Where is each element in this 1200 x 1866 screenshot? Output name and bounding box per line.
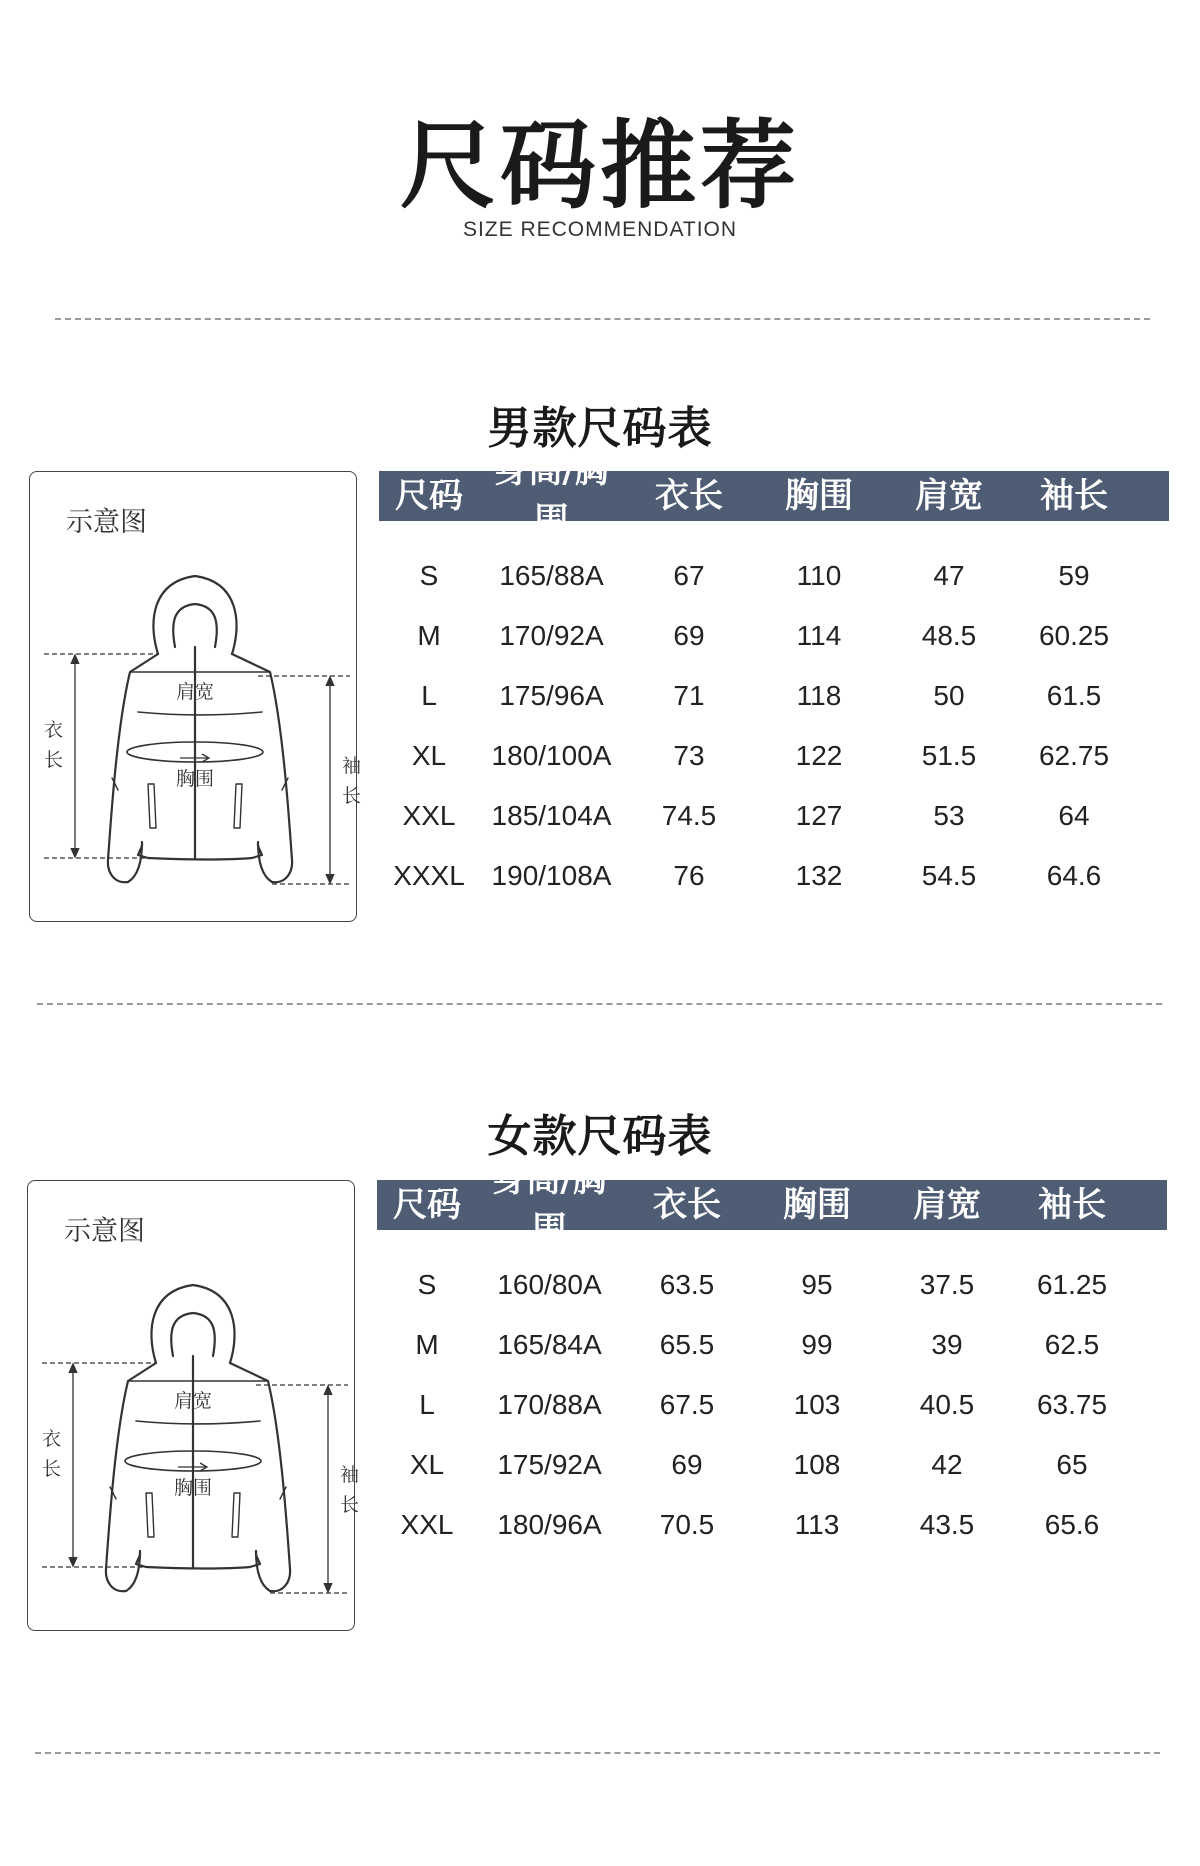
col-height-chest: 身高/胸围 [494,451,609,541]
col-sleeve: 袖长 [1040,476,1108,516]
cell-chest: 114 [796,620,842,651]
label-length-2: 长 [42,1458,62,1480]
pocket-left [148,784,156,828]
page-subtitle: SIZE RECOMMENDATION [462,218,738,241]
cell-size: XL [411,740,447,771]
cell-height-chest: 170/92A [499,620,604,651]
pocket-left [146,1493,154,1537]
col-shoulder: 肩宽 [913,1185,981,1225]
cell-shoulder: 37.5 [919,1269,975,1300]
cell-length: 63.5 [659,1269,715,1300]
yoke-seam [138,712,262,715]
cell-sleeve: 61.25 [1036,1269,1108,1300]
table-row [377,1495,1167,1555]
cell-sleeve: 65 [1056,1449,1088,1480]
table-header [379,451,1169,541]
table-body [377,1230,1167,1555]
col-chest: 胸围 [783,1185,851,1225]
table-row [379,546,1169,606]
table-row [377,1435,1167,1495]
cell-shoulder: 43.5 [919,1509,975,1540]
divider-middle [37,1003,1162,1005]
cell-size: M [415,1329,439,1360]
mens-diagram-box [29,471,362,922]
col-height-chest: 身高/胸围 [492,1160,607,1250]
cell-chest: 108 [793,1449,841,1480]
label-length-1: 衣 [42,1428,62,1450]
cell-chest: 99 [801,1329,833,1360]
cell-height-chest: 190/108A [491,860,612,891]
cell-chest: 113 [794,1509,840,1540]
mens-section-title: 男款尺码表 [487,403,713,454]
cell-height-chest: 170/88A [497,1389,602,1420]
cell-height-chest: 185/104A [491,800,612,831]
cell-sleeve: 64.6 [1046,860,1102,891]
cell-shoulder: 50 [933,680,965,711]
table-row [379,666,1169,726]
cell-length: 74.5 [661,800,717,831]
col-sleeve: 袖长 [1038,1185,1106,1225]
cell-chest: 122 [795,740,843,771]
cell-sleeve: 59 [1058,560,1090,591]
cell-shoulder: 40.5 [919,1389,975,1420]
table-row [377,1255,1167,1315]
cell-height-chest: 180/96A [497,1509,602,1540]
cell-chest: 132 [795,860,843,891]
col-length: 衣长 [655,476,723,516]
pocket-right [232,1493,240,1537]
cell-length: 69 [673,620,705,651]
cell-length: 70.5 [659,1509,715,1540]
label-chest: 胸围 [174,1477,213,1499]
cell-size: L [419,1389,435,1420]
col-length: 衣长 [653,1185,721,1225]
cell-chest: 110 [796,560,842,591]
cell-size: XL [409,1449,445,1480]
table-body [379,521,1169,906]
cell-height-chest: 165/84A [497,1329,602,1360]
label-length-2: 长 [44,749,64,771]
label-shoulder: 肩宽 [176,681,215,703]
cell-shoulder: 54.5 [921,860,977,891]
label-sleeve-1: 袖 [340,1464,360,1486]
cell-shoulder: 39 [931,1329,963,1360]
cell-length: 73 [673,740,705,771]
table-row [379,846,1169,906]
cell-size: XXXL [393,860,465,891]
label-sleeve-2: 长 [342,785,362,807]
cell-size: S [419,560,439,591]
cell-shoulder: 48.5 [921,620,977,651]
label-shoulder: 肩宽 [174,1390,213,1412]
label-sleeve-2: 长 [340,1494,360,1516]
hood-opening [173,604,217,647]
table-row [379,786,1169,846]
diagram-caption: 示意图 [64,1216,145,1247]
cell-length: 65.5 [659,1329,715,1360]
womens-section-title: 女款尺码表 [487,1111,713,1162]
hood-outline [153,576,236,654]
cell-shoulder: 47 [933,560,965,591]
page-title: 尺码推荐 [400,110,800,222]
cell-chest: 118 [796,680,842,711]
label-chest: 胸围 [176,768,215,790]
cell-height-chest: 175/96A [499,680,604,711]
cell-length: 71 [673,680,705,711]
label-sleeve-1: 袖 [342,755,362,777]
cell-sleeve: 60.25 [1038,620,1110,651]
divider-bottom [35,1752,1160,1754]
cell-size: XXL [400,1509,454,1540]
cell-length: 69 [671,1449,703,1480]
cell-sleeve: 63.75 [1036,1389,1108,1420]
womens-diagram-box [27,1180,360,1631]
table-row [379,726,1169,786]
col-size: 尺码 [395,476,463,516]
pocket-right [234,784,242,828]
diagram-caption: 示意图 [66,507,147,538]
cell-size: S [417,1269,437,1300]
table-row [377,1315,1167,1375]
jacket-diagram [30,472,362,923]
col-size: 尺码 [393,1185,461,1225]
cell-size: M [417,620,441,651]
table-row [377,1375,1167,1435]
cell-sleeve: 65.6 [1044,1509,1100,1540]
cell-height-chest: 160/80A [497,1269,602,1300]
yoke-seam [136,1421,260,1424]
cell-sleeve: 62.75 [1038,740,1110,771]
hood-outline [151,1285,234,1363]
col-chest: 胸围 [785,476,853,516]
cell-length: 67.5 [659,1389,715,1420]
cell-sleeve: 61.5 [1046,680,1102,711]
cell-shoulder: 42 [931,1449,963,1480]
cell-chest: 95 [801,1269,833,1300]
cell-height-chest: 165/88A [499,560,604,591]
cell-size: L [421,680,437,711]
table-header [377,1160,1167,1250]
jacket-diagram [28,1181,360,1632]
col-shoulder: 肩宽 [915,476,983,516]
cell-sleeve: 64 [1058,800,1090,831]
cell-height-chest: 175/92A [497,1449,602,1480]
cell-chest: 127 [795,800,843,831]
hood-opening [171,1313,215,1356]
table-row [379,606,1169,666]
womens-size-table [377,1160,1167,1555]
mens-size-table [379,451,1169,906]
cell-shoulder: 51.5 [921,740,977,771]
label-length-1: 衣 [44,719,64,741]
cell-height-chest: 180/100A [491,740,612,771]
cell-length: 67 [673,560,705,591]
cell-size: XXL [402,800,456,831]
cell-sleeve: 62.5 [1044,1329,1100,1360]
cell-length: 76 [673,860,705,891]
divider-top [55,318,1150,320]
cell-chest: 103 [793,1389,841,1420]
cell-shoulder: 53 [933,800,965,831]
